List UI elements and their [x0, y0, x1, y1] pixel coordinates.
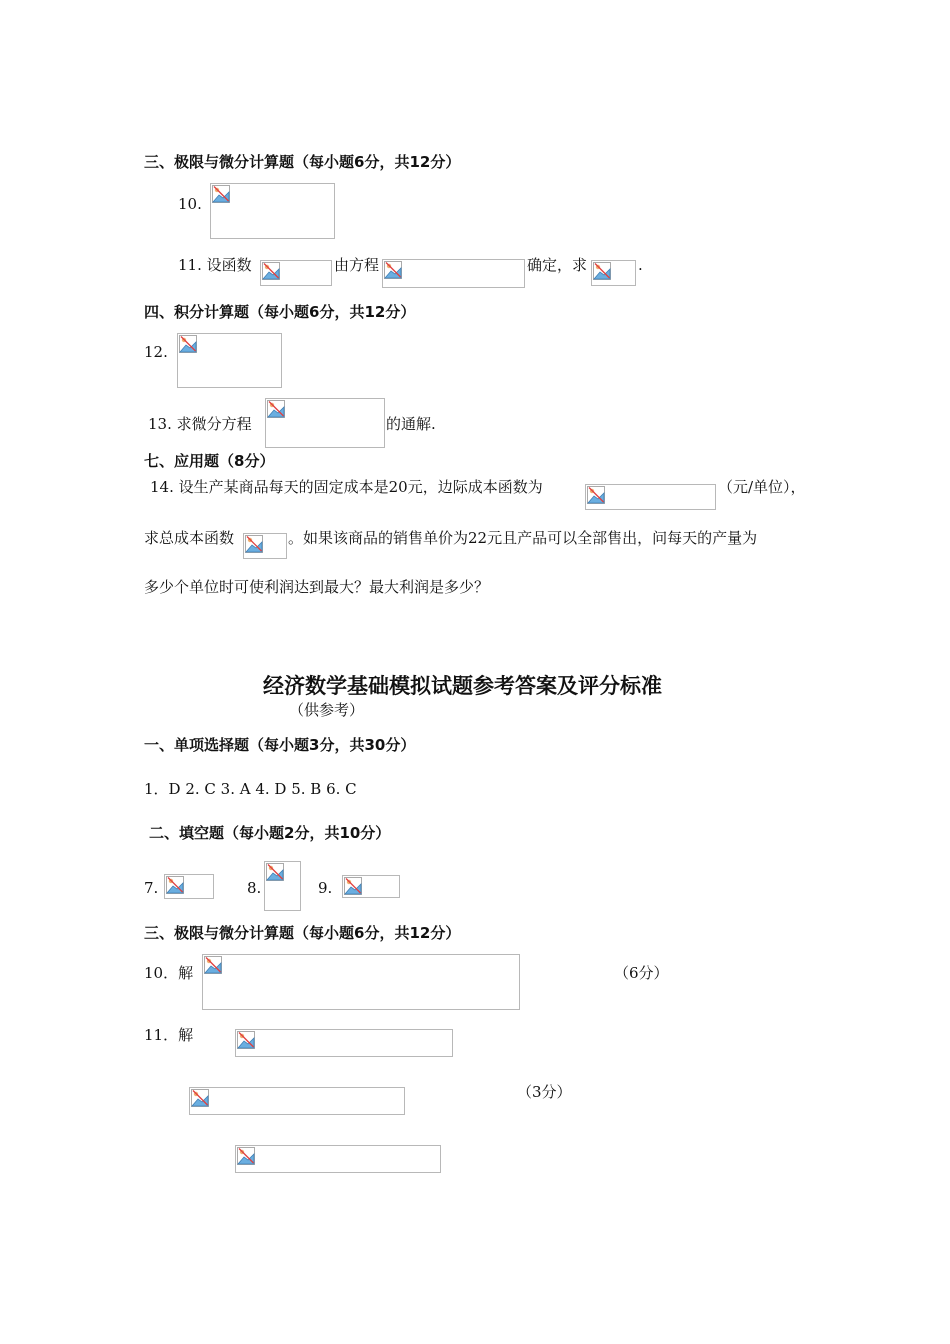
broken-image-icon — [267, 400, 285, 418]
broken-image-icon — [237, 1031, 255, 1049]
answer-9-label: 9. — [318, 879, 333, 897]
question-14-total-cost-image — [243, 533, 287, 559]
answer-11-step1-image — [235, 1029, 453, 1057]
answer-8-label: 8. — [247, 879, 262, 897]
question-11-end: . — [638, 256, 643, 274]
question-11-function-image — [260, 260, 332, 286]
question-13-suffix: 的通解. — [386, 415, 436, 433]
answer-7-image — [164, 874, 214, 899]
answer-section-heading-fill: 二、填空题（每小题2分，共10分） — [149, 824, 391, 842]
question-13-prefix: 13. 求微分方程 — [148, 415, 252, 433]
broken-image-icon — [179, 335, 197, 353]
answer-8-image — [264, 861, 301, 911]
answer-section-heading-choice: 一、单项选择题（每小题3分，共30分） — [144, 736, 416, 754]
broken-image-icon — [262, 262, 280, 280]
broken-image-icon — [204, 956, 222, 974]
question-14-line1a: 14. 设生产某商品每天的固定成本是20元，边际成本函数为 — [150, 478, 543, 496]
question-11-mid1: 由方程 — [334, 256, 380, 274]
question-14-line2a: 求总成本函数 — [144, 529, 235, 547]
answer-10-label: 10．解 — [144, 964, 194, 982]
question-11-mid2: 确定，求 — [527, 256, 588, 274]
broken-image-icon — [266, 863, 284, 881]
answer-11-step2-image — [189, 1087, 405, 1115]
question-11-equation-image — [382, 259, 525, 288]
question-14-marginal-cost-image — [585, 484, 716, 510]
section-heading-integrals: 四、积分计算题（每小题6分，共12分） — [144, 303, 416, 321]
answer-10-solution-image — [202, 954, 520, 1010]
answer-key-title: 经济数学基础模拟试题参考答案及评分标准 — [263, 674, 662, 698]
question-11-target-image — [591, 260, 636, 286]
broken-image-icon — [587, 486, 605, 504]
broken-image-icon — [344, 877, 362, 895]
question-14-line1b: （元/单位）， — [718, 478, 806, 496]
answer-choice-list: 1．D 2. C 3. A 4. D 5. B 6. C — [144, 780, 357, 798]
answer-key-subtitle: （供参考） — [289, 701, 365, 719]
answer-11-step3-image — [235, 1145, 441, 1173]
broken-image-icon — [593, 262, 611, 280]
answer-11-label: 11．解 — [144, 1026, 194, 1044]
question-13-equation-image — [265, 398, 385, 448]
question-11-prefix: 11. 设函数 — [178, 256, 252, 274]
question-14-line2b: 。如果该商品的销售单价为22元且产品可以全部售出，问每天的产量为 — [288, 529, 758, 547]
broken-image-icon — [166, 876, 184, 894]
question-10-label: 10. — [178, 195, 202, 213]
answer-11-score: （3分） — [517, 1083, 572, 1101]
broken-image-icon — [384, 261, 402, 279]
broken-image-icon — [212, 185, 230, 203]
broken-image-icon — [237, 1147, 255, 1165]
answer-7-label: 7. — [144, 879, 159, 897]
question-14-line3: 多少个单位时可使利润达到最大？最大利润是多少？ — [144, 578, 490, 596]
broken-image-icon — [245, 535, 263, 553]
section-heading-limits: 三、极限与微分计算题（每小题6分，共12分） — [144, 153, 461, 171]
answer-10-score: （6分） — [614, 964, 669, 982]
question-10-formula-image — [210, 183, 335, 239]
broken-image-icon — [191, 1089, 209, 1107]
section-heading-application: 七、应用题（8分） — [144, 452, 275, 470]
question-12-formula-image — [177, 333, 282, 388]
answer-9-image — [342, 875, 400, 898]
answer-section-heading-limits: 三、极限与微分计算题（每小题6分，共12分） — [144, 924, 461, 942]
question-12-label: 12. — [144, 343, 168, 361]
